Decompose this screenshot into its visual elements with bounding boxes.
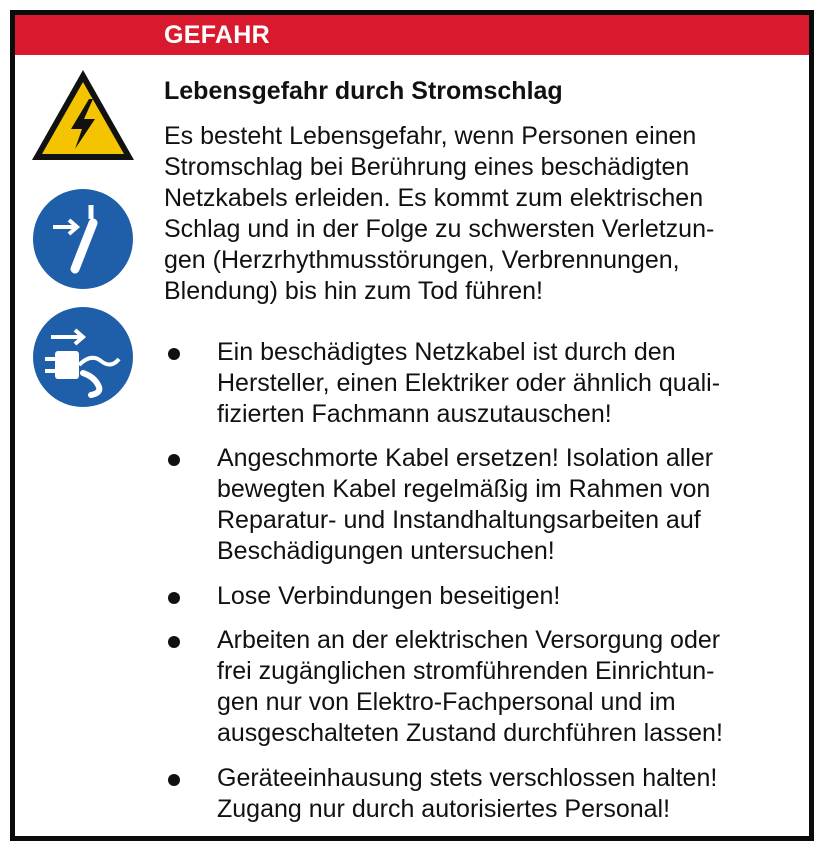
description-line: Blendung) bis hin zum Tod führen! (164, 277, 543, 305)
description-line: Netzkabels erleiden. Es kommt zum elektrischen (164, 184, 704, 212)
measure-line: ausgeschalteten Zustand durchführen lassen! (217, 719, 723, 747)
danger-signal-word: GEFAHR (164, 21, 270, 49)
bullet-dot-icon (168, 592, 180, 604)
description-line: Stromschlag bei Berührung eines beschädigten (164, 153, 690, 181)
measure-line: gen nur von Elektro-Fachpersonal und im (217, 688, 676, 716)
measure-line: Zugang nur durch autorisiertes Personal! (217, 795, 671, 823)
bullet-dot-icon (168, 454, 180, 466)
danger-notice-box (10, 10, 814, 841)
danger-header-bar (15, 15, 809, 55)
measure-line: bewegten Kabel regelmäßig im Rahmen von (217, 475, 711, 503)
unplug-mains-plug-icon (29, 303, 137, 411)
measure-line: fizierten Fachmann auszutauschen! (217, 400, 612, 428)
measure-line: frei zugänglichen stromführenden Einrichtun- (217, 657, 715, 685)
bullet-dot-icon (168, 348, 180, 360)
electric-hazard-warning-icon (29, 67, 137, 165)
measure-line: Hersteller, einen Elektriker oder ähnlich quali- (217, 369, 721, 397)
description-line: gen (Herzrhythmusstörungen, Verbrennungen, (164, 246, 680, 274)
bullet-dot-icon (168, 774, 180, 786)
measure-line: Arbeiten an der elektrischen Versorgung oder (217, 626, 721, 654)
warning-description (164, 121, 794, 307)
warning-heading: Lebensgefahr durch Stromschlag (164, 77, 563, 105)
measure-line: Beschädigungen untersuchen! (217, 537, 555, 565)
bullet-dot-icon (168, 636, 180, 648)
description-line: Es besteht Lebensgefahr, wenn Personen einen (164, 122, 697, 150)
measure-line: Angeschmorte Kabel ersetzen! Isolation aller (217, 444, 714, 472)
measure-line: Geräteeinhausung stets verschlossen halten! (217, 764, 718, 792)
disconnect-before-work-icon (29, 185, 137, 293)
measure-line: Ein beschädigtes Netzkabel ist durch den (217, 338, 676, 366)
description-line: Schlag und in der Folge zu schwersten Verletzun- (164, 215, 715, 243)
measure-line: Reparatur- und Instandhaltungsarbeiten auf (217, 506, 701, 534)
measure-line: Lose Verbindungen beseitigen! (217, 582, 561, 610)
